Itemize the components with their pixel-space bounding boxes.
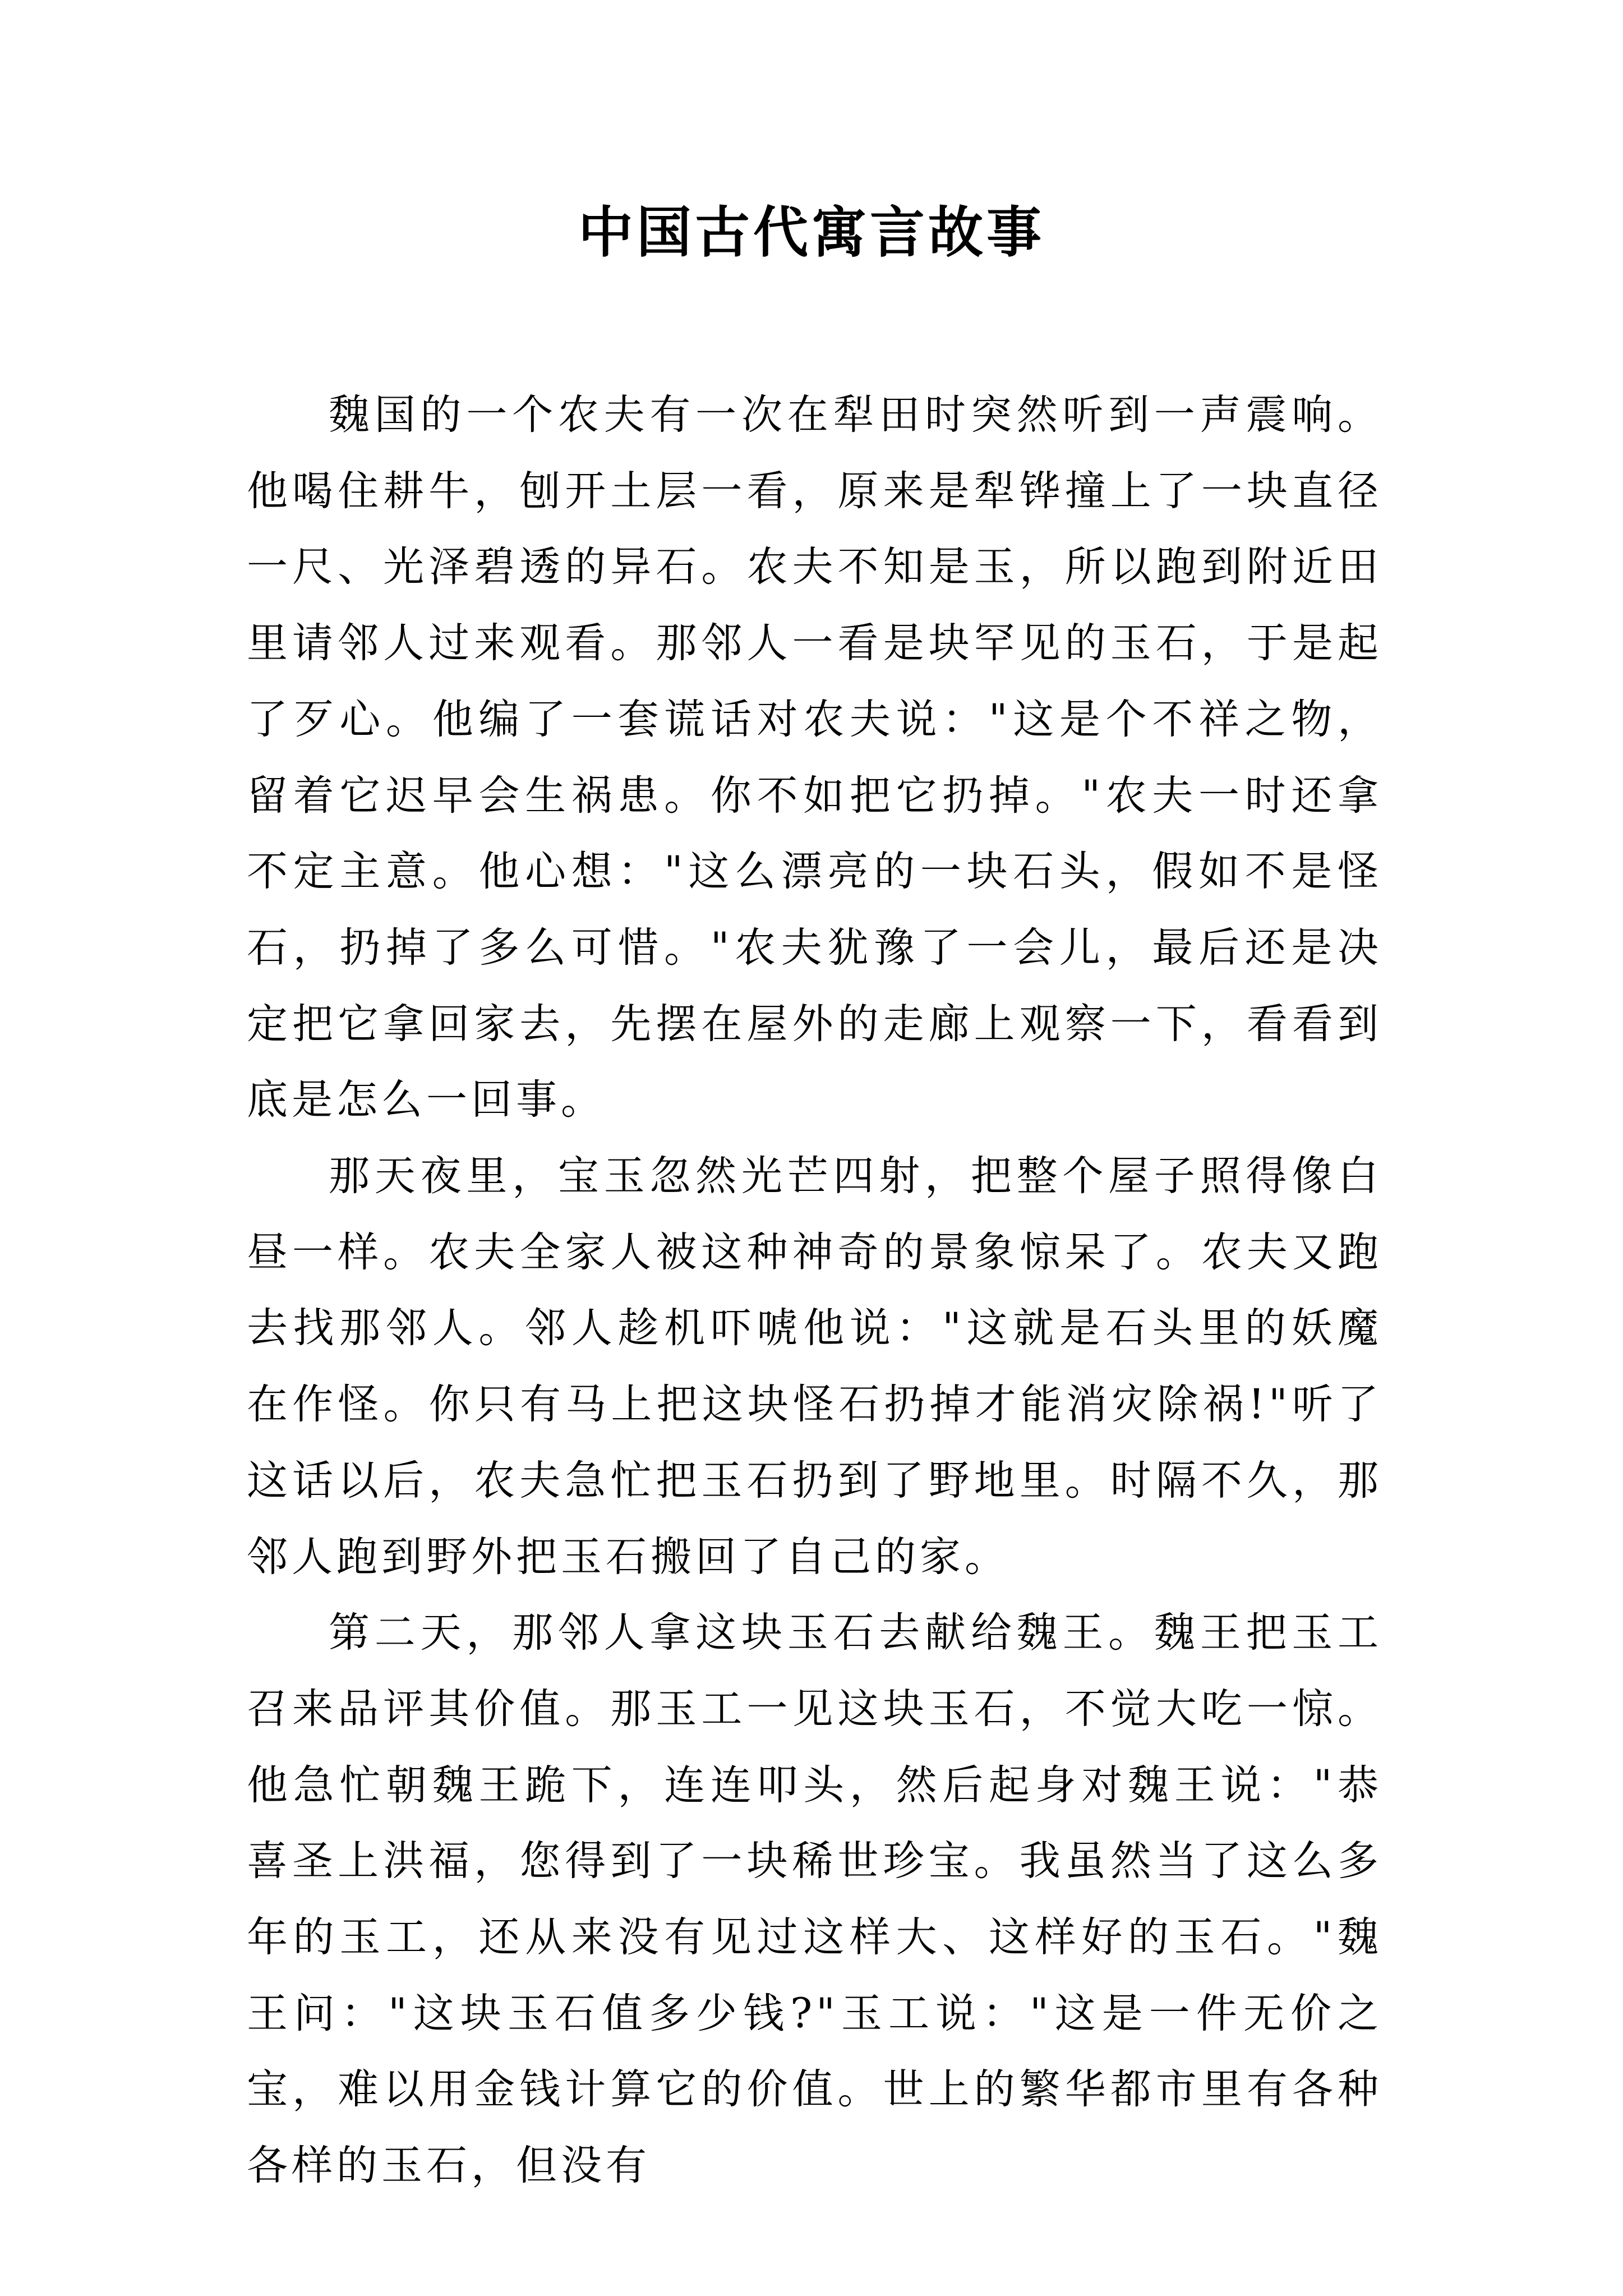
paragraph-1: 魏国的一个农夫有一次在犁田时突然听到一声震响。他喝住耕牛，刨开土层一看，原来是犁铧撞上了一块直径一尺、光泽碧透的异石。农夫不知是玉，所以跑到附近田里请邻人过来观看。那邻人一看是块罕见的玉石，于是起了歹心。他编了一套谎话对农夫说："这是个不祥之物，留着它迟早会生祸患。你不如把它扔掉。"农夫一时还拿不定主意。他心想："这么漂亮的一块石头，假如不是怪石，扔掉了多么可惜。"农夫犹豫了一会儿，最后还是决定把它拿回家去，先摆在屋外的走廊上观察一下，看看到底是怎么一回事。 [247,391,1382,1124]
document-body [247,377,1382,2204]
paragraph-3: 第二天，那邻人拿这块玉石去献给魏王。魏王把玉工召来品评其价值。那玉工一见这块玉石，不觉大吃一惊。他急忙朝魏王跪下，连连叩头，然后起身对魏王说："恭喜圣上洪福，您得到了一块稀世珍宝。我虽然当了这么多年的玉工，还从来没有见过这样大、这样好的玉石。"魏王问："这块玉石值多少钱?"玉工说："这是一件无价之宝，难以用金钱计算它的价值。世上的繁华都市里有各种各样的玉石，但没有 [247,1609,1382,2190]
document-title: 中国古代寓言故事 [578,200,1045,265]
paragraph-2: 那天夜里，宝玉忽然光芒四射，把整个屋子照得像白昼一样。农夫全家人被这种神奇的景象惊呆了。农夫又跑去找那邻人。邻人趁机吓唬他说："这就是石头里的妖魔在作怪。你只有马上把这块怪石扔掉才能消灾除祸!"听了这话以后，农夫急忙把玉石扔到了野地里。时隔不久，那邻人跑到野外把玉石搬回了自己的家。 [247,1152,1382,1581]
